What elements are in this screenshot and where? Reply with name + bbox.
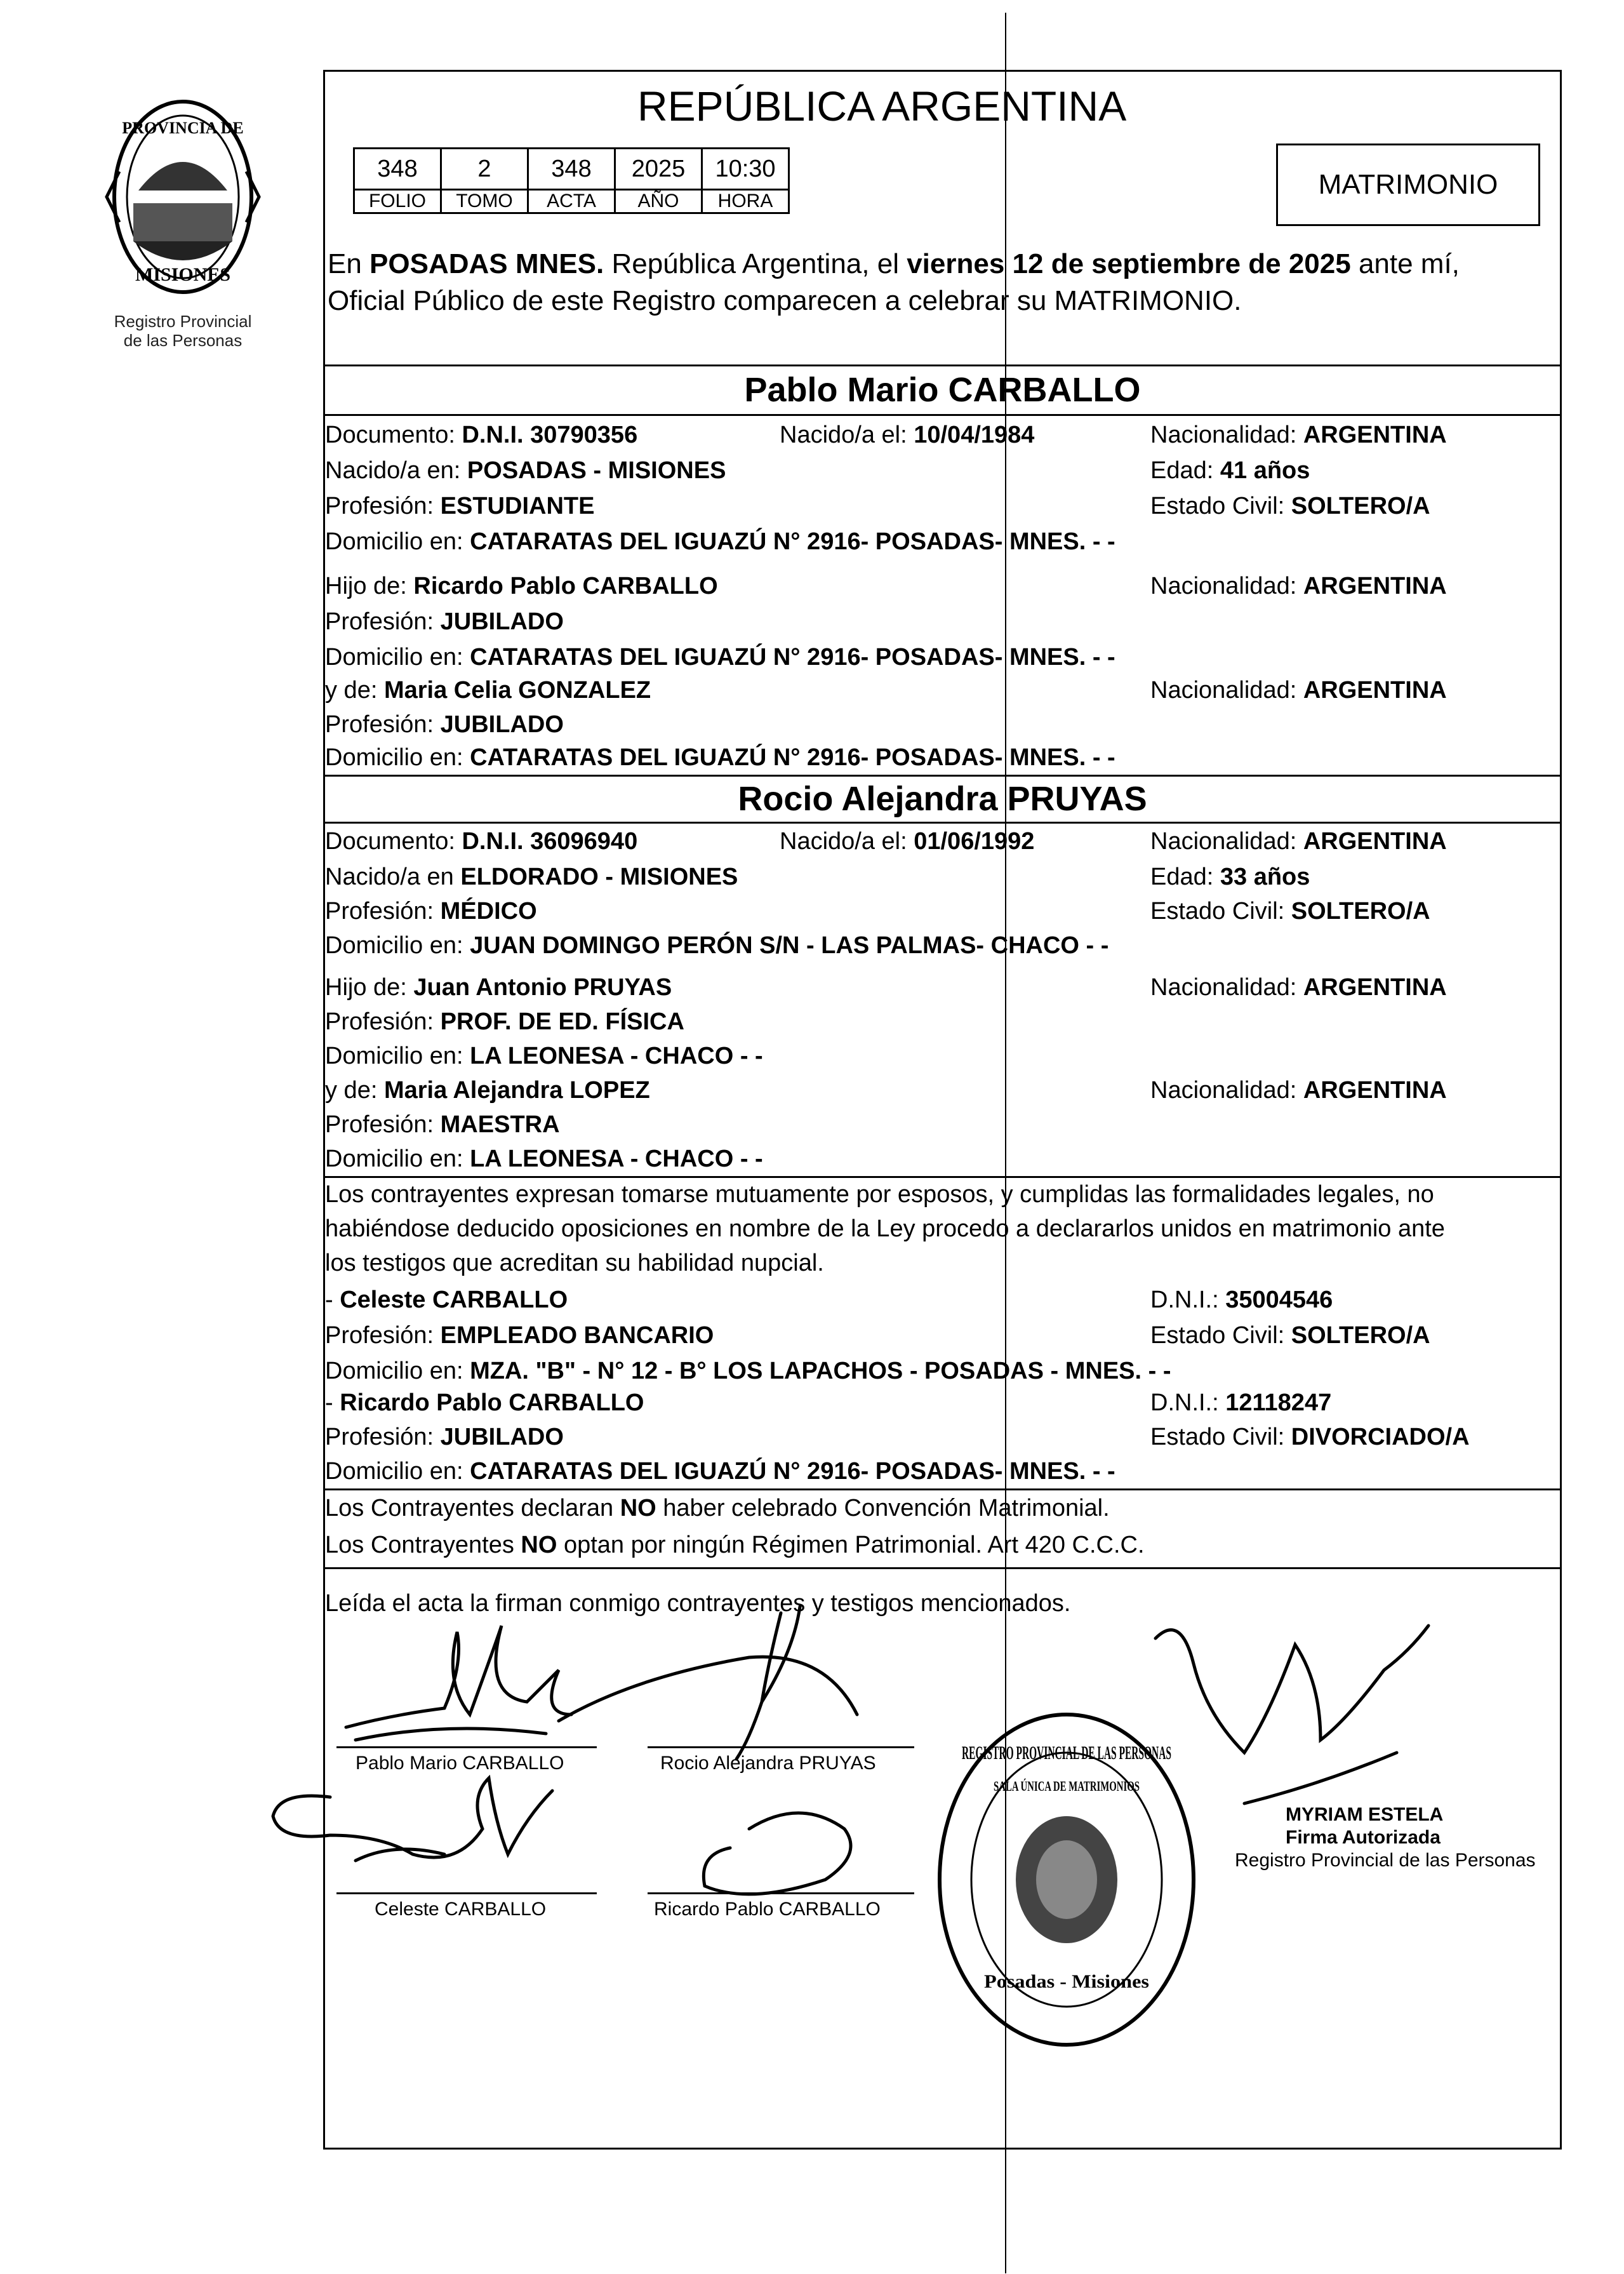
c1-dom-row: Domicilio en: CATARATAS DEL IGUAZÚ N° 2916- POSADAS- MNES. - - <box>325 528 1115 555</box>
emblem-top-text: PROVINCIA DE <box>122 119 244 137</box>
declaration-line-3: los testigos que acreditan su habilidad nupcial. <box>325 1250 824 1276</box>
c1-father-row: Hijo de: Ricardo Pablo CARBALLO <box>325 573 718 599</box>
contrayente-1-name: Pablo Mario CARBALLO <box>744 371 1141 409</box>
registry-labels-row <box>354 190 789 213</box>
intro-line-1: En POSADAS MNES. República Argentina, el viernes 12 de septiembre de 2025 ante mí, <box>328 248 1460 279</box>
c1-birth-row: Nacido/a el: 10/04/1984 <box>780 422 1035 448</box>
c2-birthplace-row: Nacido/a en ELDORADO - MISIONES <box>325 864 738 890</box>
c1-prof-row: Profesión: ESTUDIANTE <box>325 493 595 519</box>
anio-value: 2025 <box>615 149 702 190</box>
page-title: REPÚBLICA ARGENTINA <box>637 83 1127 130</box>
signature-3 <box>273 1778 552 1857</box>
seal-inner-text: SALA ÚNICA DE MATRIMONIOS <box>994 1778 1140 1794</box>
c2-father-nat-row: Nacionalidad: ARGENTINA <box>1150 974 1447 1001</box>
officer-stamp <box>1216 1803 1536 1872</box>
witness-1-prof-row: Profesión: EMPLEADO BANCARIO <box>325 1322 714 1349</box>
acta-value: 348 <box>528 149 615 190</box>
witness-1-dni-row: D.N.I.: 35004546 <box>1150 1287 1333 1313</box>
c2-mother-nat-row: Nacionalidad: ARGENTINA <box>1150 1077 1447 1104</box>
hora-label: HORA <box>702 190 789 213</box>
anio-label: AÑO <box>615 190 702 213</box>
c1-civil-row: Estado Civil: SOLTERO/A <box>1150 493 1430 519</box>
divider <box>323 414 1562 416</box>
emblem-bottom-text: MISIONES <box>135 264 231 285</box>
c1-age-row: Edad: 41 años <box>1150 457 1310 484</box>
seal-icon <box>914 1689 1219 2070</box>
witness-2-name-row: - Ricardo Pablo CARBALLO <box>325 1389 644 1416</box>
c2-father-dom-row: Domicilio en: LA LEONESA - CHACO - - <box>325 1043 763 1069</box>
divider <box>323 365 1562 366</box>
tomo-value: 2 <box>441 149 528 190</box>
witness-1-civil-row: Estado Civil: SOLTERO/A <box>1150 1322 1430 1349</box>
logo-caption: Registro Provincial de las Personas <box>114 312 252 350</box>
declaration-line-2: habiéndose deducido oposiciones en nombre de la Ley procedo a declararlos unidos en matrimonio ante <box>325 1215 1445 1242</box>
c2-age-row: Edad: 33 años <box>1150 864 1310 890</box>
c1-father-dom-row: Domicilio en: CATARATAS DEL IGUAZÚ N° 2916- POSADAS- MNES. - - <box>325 644 1115 671</box>
officer-name: MYRIAM ESTELA <box>1286 1804 1444 1825</box>
witness-1-dom-row: Domicilio en: MZA. "B" - N° 12 - B° LOS LAPACHOS - POSADAS - MNES. - - <box>325 1358 1171 1384</box>
signature-label-witness-1: Celeste CARBALLO <box>375 1899 547 1920</box>
officer-authorization: Firma Autorizada <box>1286 1827 1441 1848</box>
c2-nat-row: Nacionalidad: ARGENTINA <box>1150 828 1447 855</box>
signature-2 <box>736 1607 800 1759</box>
seal-ring-text: REGISTRO PROVINCIAL DE LAS PERSONAS <box>962 1742 1171 1763</box>
c1-mother-row: y de: Maria Celia GONZALEZ <box>325 677 651 704</box>
record-type: MATRIMONIO <box>1318 169 1498 200</box>
registry-values-row <box>354 149 789 190</box>
c1-mother-nat-row: Nacionalidad: ARGENTINA <box>1150 677 1447 704</box>
c1-doc-row: Documento: D.N.I. 30790356 <box>325 422 638 448</box>
signature-label-witness-2: Ricardo Pablo CARBALLO <box>654 1899 881 1920</box>
c1-birthplace-row: Nacido/a en: POSADAS - MISIONES <box>325 457 726 484</box>
intro-line-2: Oficial Público de este Registro comparecen a celebrar su MATRIMONIO. <box>328 285 1242 316</box>
seal-bottom-text: Posadas - Misiones <box>984 1971 1149 1992</box>
c2-mother-row: y de: Maria Alejandra LOPEZ <box>325 1077 650 1104</box>
witness-2-dom-row: Domicilio en: CATARATAS DEL IGUAZÚ N° 2916- POSADAS- MNES. - - <box>325 1458 1115 1485</box>
signature-label-contrayente-2: Rocio Alejandra PRUYAS <box>660 1753 876 1774</box>
acta-label: ACTA <box>528 190 615 213</box>
c2-father-row: Hijo de: Juan Antonio PRUYAS <box>325 974 672 1001</box>
c1-nat-row: Nacionalidad: ARGENTINA <box>1150 422 1447 448</box>
divider <box>323 775 1562 777</box>
witness-1-name-row: - Celeste CARBALLO <box>325 1287 568 1313</box>
declaration-line-1: Los contrayentes expresan tomarse mutuamente por esposos, y cumplidas las formalidades legales, no <box>325 1181 1434 1208</box>
c1-father-nat-row: Nacionalidad: ARGENTINA <box>1150 573 1447 599</box>
c2-mother-prof-row: Profesión: MAESTRA <box>325 1111 560 1138</box>
c2-civil-row: Estado Civil: SOLTERO/A <box>1150 898 1430 925</box>
witness-2-dni-row: D.N.I.: 12118247 <box>1150 1389 1332 1416</box>
hora-value: 10:30 <box>702 149 789 190</box>
contrayente-2-name: Rocio Alejandra PRUYAS <box>738 780 1147 818</box>
divider <box>323 1176 1562 1178</box>
intro-place: POSADAS MNES. <box>369 248 604 279</box>
divider <box>323 822 1562 824</box>
c2-dom-row: Domicilio en: JUAN DOMINGO PERÓN S/N - LAS PALMAS- CHACO - - <box>325 932 1109 959</box>
c2-mother-dom-row: Domicilio en: LA LEONESA - CHACO - - <box>325 1146 763 1172</box>
divider <box>323 1567 1562 1569</box>
note-regime: Los Contrayentes NO optan por ningún Régimen Patrimonial. Art 420 C.C.C. <box>325 1532 1145 1558</box>
intro-date: viernes 12 de septiembre de 2025 <box>907 248 1351 279</box>
officer-registry: Registro Provincial de las Personas <box>1235 1850 1536 1871</box>
tomo-label: TOMO <box>441 190 528 213</box>
c2-birth-row: Nacido/a el: 01/06/1992 <box>780 828 1035 855</box>
c2-doc-row: Documento: D.N.I. 36096940 <box>325 828 638 855</box>
c1-mother-dom-row: Domicilio en: CATARATAS DEL IGUAZÚ N° 2916- POSADAS- MNES. - - <box>325 744 1115 771</box>
registry-logo <box>81 95 284 349</box>
divider <box>323 1488 1562 1490</box>
folio-label: FOLIO <box>354 190 441 213</box>
closing-statement: Leída el acta la firman conmigo contrayentes y testigos mencionados. <box>325 1590 1071 1617</box>
c2-prof-row: Profesión: MÉDICO <box>325 898 537 925</box>
witness-2-civil-row: Estado Civil: DIVORCIADO/A <box>1150 1424 1470 1450</box>
c1-mother-prof-row: Profesión: JUBILADO <box>325 711 564 738</box>
official-seal <box>914 1689 1219 2070</box>
registry-data-table <box>353 147 790 214</box>
signature-4 <box>703 1813 851 1894</box>
folio-value: 348 <box>354 149 441 190</box>
record-type-box <box>1276 144 1540 226</box>
signature-1 <box>346 1626 571 1727</box>
signature-label-contrayente-1: Pablo Mario CARBALLO <box>356 1753 564 1774</box>
witness-2-prof-row: Profesión: JUBILADO <box>325 1424 564 1450</box>
misiones-emblem-icon <box>81 95 284 305</box>
c1-father-prof-row: Profesión: JUBILADO <box>325 608 564 635</box>
note-convention: Los Contrayentes declaran NO haber celebrado Convención Matrimonial. <box>325 1495 1110 1522</box>
c2-father-prof-row: Profesión: PROF. DE ED. FÍSICA <box>325 1008 684 1035</box>
